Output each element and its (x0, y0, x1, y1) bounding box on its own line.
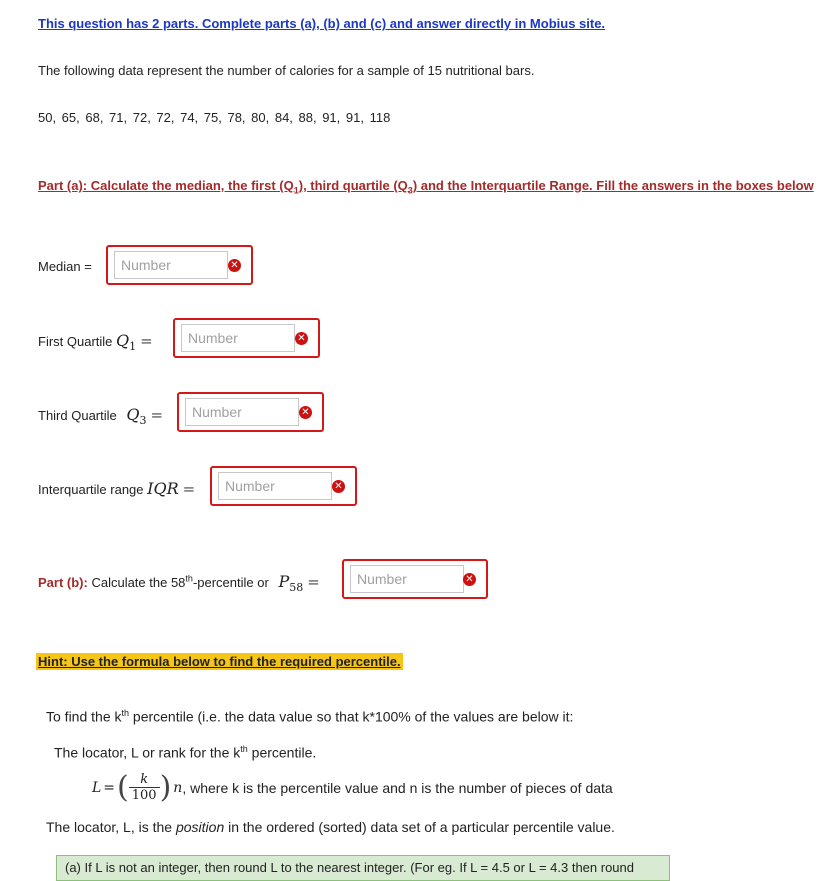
p58-equals: = (307, 573, 320, 591)
formula-numerator: k (129, 772, 160, 788)
part-a-heading-text-1: Part (a): Calculate the median, the first (Q (38, 178, 294, 193)
problem-description: The following data represent the number of calories for a sample of 15 nutritional bars. (38, 63, 535, 78)
explanation-line-4: The locator, L, is the position in the ordered (sorted) data set of a particular percentile value. (46, 819, 615, 835)
q1-label-text: First Quartile (38, 334, 113, 349)
q1-field (173, 318, 320, 358)
iqr-field (210, 466, 357, 506)
p58-input[interactable] (350, 565, 464, 593)
formula-n: n (173, 779, 183, 796)
error-icon: ✕ (332, 480, 345, 493)
q3-equals: = (150, 406, 164, 424)
p58-symbol: $P_{58}$ (278, 572, 304, 595)
hint-text: Hint: Use the formula below to find the required percentile. (38, 654, 401, 669)
q3-field (177, 392, 324, 432)
formula-denominator: 100 (131, 788, 157, 803)
iqr-symbol: IQR (147, 479, 179, 498)
formula-fraction (129, 772, 160, 803)
q1-symbol: $Q_1$ (116, 331, 137, 354)
part-b-label (38, 572, 324, 594)
q3-symbol: $Q_3$ (126, 405, 147, 428)
part-a-heading-text-2: ), third quartile (Q (298, 178, 408, 193)
median-field (106, 245, 253, 285)
rounding-rule-text: (a) If L is not an integer, then round L to the nearest integer. (For eg. If L = 4.5 or L = 4.3 then round (65, 860, 634, 875)
rounding-rule-box (56, 855, 670, 881)
iqr-label-text: Interquartile range (38, 482, 144, 497)
error-icon: ✕ (299, 406, 312, 419)
part-b-text-2: -percentile or (192, 575, 269, 590)
error-icon: ✕ (295, 332, 308, 345)
part-a-heading-text-3: ) and the Interquartile Range. Fill the answers in the boxes below (412, 178, 814, 193)
error-icon: ✕ (228, 259, 241, 272)
data-values: 50, 65, 68, 71, 72, 72, 74, 75, 78, 80, 84, 88, 91, 91, 118 (38, 110, 391, 125)
median-label: Median = (38, 259, 92, 274)
part-a-heading-sub-1: 1 (293, 185, 299, 196)
q1-label (38, 331, 157, 353)
locator-formula: L = ( $\frac{k}{100}$ ) n , where k is the percentile value and n is the number of pieces of data (92, 769, 613, 805)
iqr-equals: = (182, 480, 196, 498)
p58-field (342, 559, 488, 599)
part-b-text: Calculate the 58 (87, 575, 186, 590)
part-a-heading-sub-2: 3 (407, 185, 413, 196)
q3-label (38, 405, 167, 427)
part-b-bold: Part (b): (38, 575, 88, 590)
hint-banner (36, 653, 403, 671)
q3-input[interactable] (185, 398, 299, 426)
part-a-heading (38, 178, 814, 196)
q3-label-text: Third Quartile (38, 408, 117, 423)
formula-eq: = (103, 779, 116, 796)
q1-input[interactable] (181, 324, 295, 352)
iqr-label (38, 479, 199, 498)
formula-lhs: L (92, 779, 102, 796)
part-b-sup: th (185, 573, 193, 584)
explanation-line-1: To find the $k^{th}$ percentile (i.e. the data value so that k*100% of the values are below it: (46, 708, 574, 725)
instruction-link[interactable]: This question has 2 parts. Complete parts (a), (b) and (c) and answer directly in Mobius site. (38, 16, 606, 31)
iqr-input[interactable] (218, 472, 332, 500)
error-icon: ✕ (463, 573, 476, 586)
explanation-line-2: The locator, L or rank for the $k^{th}$ percentile. (54, 744, 317, 761)
median-input[interactable] (114, 251, 228, 279)
formula-description: , where k is the percentile value and n is the number of pieces of data (182, 779, 613, 796)
q1-equals: = (140, 332, 153, 350)
